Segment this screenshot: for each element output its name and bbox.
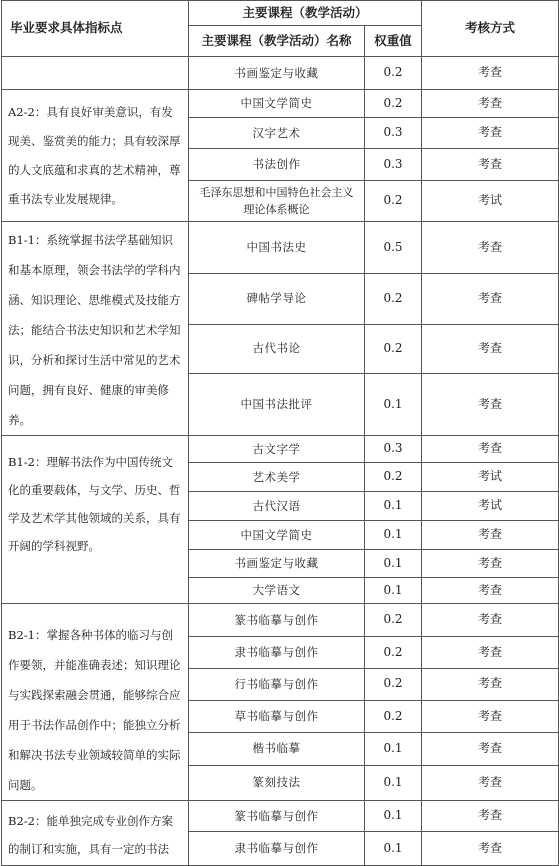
header-weight: 权重值 bbox=[365, 26, 422, 57]
header-assessment: 考核方式 bbox=[422, 1, 559, 57]
table-row bbox=[2, 57, 559, 90]
weight-cell: 0.2 bbox=[365, 604, 422, 637]
course-cell: 汉字艺术 bbox=[189, 118, 365, 149]
weight-cell: 0.1 bbox=[365, 578, 422, 604]
course-cell: 书法创作 bbox=[189, 149, 365, 181]
course-cell: 中国书法史 bbox=[189, 222, 365, 274]
method-cell: 考查 bbox=[422, 733, 559, 765]
method-cell: 考试 bbox=[422, 463, 559, 492]
header-indicator: 毕业要求具体指标点 bbox=[2, 1, 189, 57]
method-cell: 考试 bbox=[422, 181, 559, 222]
method-cell: 考查 bbox=[422, 149, 559, 181]
method-cell: 考查 bbox=[422, 222, 559, 274]
method-cell: 考查 bbox=[422, 57, 559, 90]
weight-cell: 0.1 bbox=[365, 765, 422, 801]
indicator-cell: B2-2：能单独完成专业创作方案的制订和实施，具有一定的书法 bbox=[2, 801, 189, 866]
header-course-name: 主要课程（教学活动）名称 bbox=[189, 26, 365, 57]
course-cell: 碑帖学导论 bbox=[189, 273, 365, 324]
method-cell: 考查 bbox=[422, 578, 559, 604]
course-cell: 篆书临摹与创作 bbox=[189, 801, 365, 832]
weight-cell: 0.1 bbox=[365, 832, 422, 866]
course-cell: 古文字学 bbox=[189, 436, 365, 463]
weight-cell: 0.1 bbox=[365, 550, 422, 578]
method-cell: 考查 bbox=[422, 637, 559, 668]
weight-cell: 0.1 bbox=[365, 374, 422, 436]
weight-cell: 0.2 bbox=[365, 90, 422, 118]
table-row bbox=[2, 222, 559, 274]
course-cell: 隶书临摹与创作 bbox=[189, 832, 365, 866]
header-main-group: 主要课程（教学活动） bbox=[189, 1, 422, 26]
weight-cell: 0.1 bbox=[365, 492, 422, 521]
weight-cell: 0.1 bbox=[365, 521, 422, 550]
course-cell: 大学语文 bbox=[189, 578, 365, 604]
table-row bbox=[2, 436, 559, 463]
course-cell: 书画鉴定与收藏 bbox=[189, 550, 365, 578]
weight-cell: 0.2 bbox=[365, 463, 422, 492]
method-cell: 考查 bbox=[422, 374, 559, 436]
course-cell: 艺术美学 bbox=[189, 463, 365, 492]
method-cell: 考查 bbox=[422, 604, 559, 637]
course-cell: 楷书临摹 bbox=[189, 733, 365, 765]
method-cell: 考查 bbox=[422, 118, 559, 149]
course-cell: 隶书临摹与创作 bbox=[189, 637, 365, 668]
weight-cell: 0.2 bbox=[365, 273, 422, 324]
method-cell: 考查 bbox=[422, 668, 559, 700]
curriculum-table bbox=[1, 0, 559, 866]
course-cell: 古代书论 bbox=[189, 324, 365, 374]
method-cell: 考查 bbox=[422, 273, 559, 324]
weight-cell: 0.3 bbox=[365, 118, 422, 149]
method-cell: 考查 bbox=[422, 700, 559, 732]
method-cell: 考查 bbox=[422, 90, 559, 118]
table-row bbox=[2, 604, 559, 637]
course-cell: 毛泽东思想和中国特色社会主义理论体系概论 bbox=[189, 181, 365, 222]
weight-cell: 0.2 bbox=[365, 637, 422, 668]
method-cell: 考查 bbox=[422, 832, 559, 866]
method-cell: 考查 bbox=[422, 324, 559, 374]
course-cell: 行书临摹与创作 bbox=[189, 668, 365, 700]
weight-cell: 0.1 bbox=[365, 733, 422, 765]
indicator-cell: B1-1：系统掌握书法学基础知识和基本原理，领会书法学的学科内涵、知识理论、思维模式及技能方法；能结合书法史知识和艺术学知识，分析和探讨生活中常见的艺术问题，拥有良好、健康的审美修养。 bbox=[2, 222, 189, 436]
method-cell: 考试 bbox=[422, 492, 559, 521]
method-cell: 考查 bbox=[422, 521, 559, 550]
course-cell: 中国书法批评 bbox=[189, 374, 365, 436]
weight-cell: 0.1 bbox=[365, 801, 422, 832]
course-cell: 中国文学简史 bbox=[189, 90, 365, 118]
weight-cell: 0.3 bbox=[365, 436, 422, 463]
weight-cell: 0.2 bbox=[365, 57, 422, 90]
course-cell: 中国文学简史 bbox=[189, 521, 365, 550]
weight-cell: 0.3 bbox=[365, 149, 422, 181]
course-cell: 篆书临摹与创作 bbox=[189, 604, 365, 637]
indicator-cell: A2-2：具有良好审美意识，有发现美、鉴赏美的能力；具有较深厚的人文底蕴和求真的艺术精神，尊重书法专业发展规律。 bbox=[2, 90, 189, 222]
method-cell: 考查 bbox=[422, 436, 559, 463]
method-cell: 考查 bbox=[422, 801, 559, 832]
weight-cell: 0.2 bbox=[365, 700, 422, 732]
weight-cell: 0.2 bbox=[365, 181, 422, 222]
method-cell: 考查 bbox=[422, 550, 559, 578]
course-cell: 书画鉴定与收藏 bbox=[189, 57, 365, 90]
method-cell: 考查 bbox=[422, 765, 559, 801]
indicator-cell bbox=[2, 57, 189, 90]
course-cell: 篆刻技法 bbox=[189, 765, 365, 801]
table-row bbox=[2, 801, 559, 832]
course-cell: 草书临摹与创作 bbox=[189, 700, 365, 732]
weight-cell: 0.5 bbox=[365, 222, 422, 274]
weight-cell: 0.2 bbox=[365, 324, 422, 374]
indicator-cell: B1-2：理解书法作为中国传统文化的重要载体，与文学、历史、哲学及艺术学其他领域的关系，具有开阔的学科视野。 bbox=[2, 436, 189, 604]
indicator-cell: B2-1：掌握各种书体的临习与创作要领，并能准确表述；知识理论与实践探索融会贯通，能够综合应用于书法作品创作中；能独立分析和解决书法专业领域较简单的实际问题。 bbox=[2, 604, 189, 801]
course-cell: 古代汉语 bbox=[189, 492, 365, 521]
weight-cell: 0.2 bbox=[365, 668, 422, 700]
table-row bbox=[2, 90, 559, 118]
